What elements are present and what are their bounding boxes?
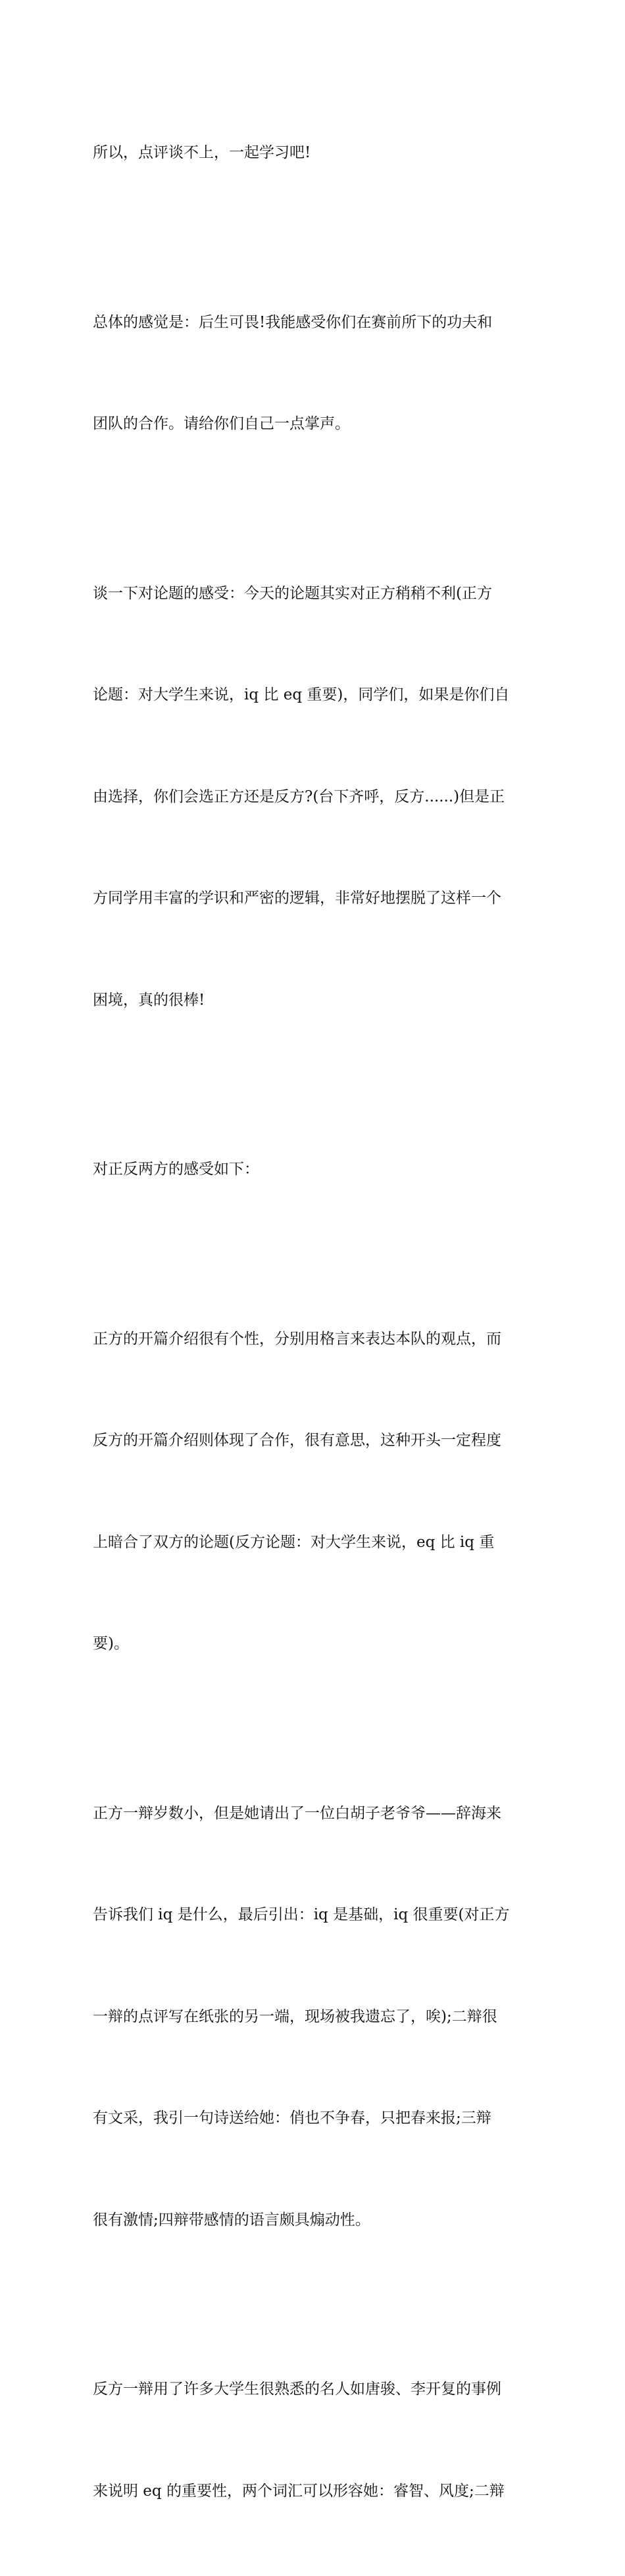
text-line: 告诉我们 iq 是什么，最后引出：iq 是基础，iq 很重要(对正方 <box>93 1906 510 1923</box>
text-line: 反方一辩用了许多大学生很熟悉的名人如唐骏、李开复的事例 <box>93 2381 501 2398</box>
paragraph <box>93 1729 535 2306</box>
text-line: 来说明 eq 的重要性，两个词汇可以形容她：睿智、风度;二辩 <box>93 2482 505 2500</box>
text-line: 方同学用丰富的学识和严密的逻辑，非常好地摆脱了这样一个 <box>93 890 501 907</box>
text-line: 团队的合作。请给你们自己一点掌声。 <box>93 415 350 432</box>
text-line: 所以，点评谈不上，一起学习吧! <box>93 144 311 161</box>
text-line: 很有激情;四辩带感情的语言颇具煽动性。 <box>93 2211 370 2229</box>
paragraph <box>93 68 535 238</box>
text-line: 困境，真的很棒! <box>93 991 205 1009</box>
paragraph <box>93 509 535 1086</box>
text-line: 上暗合了双方的论题(反方论题：对大学生来说，eq 比 iq 重 <box>93 1533 495 1551</box>
text-line: 正方一辩岁数小，但是她请出了一位白胡子老爷爷——辞海来 <box>93 1804 501 1822</box>
paragraph <box>93 1255 535 1729</box>
document-page <box>93 68 535 2576</box>
text-line: 由选择，你们会选正方还是反方?(台下齐呼，反方......)但是正 <box>93 788 505 805</box>
paragraph <box>93 1085 535 1255</box>
text-line: 对正反两方的感受如下： <box>93 1161 259 1178</box>
paragraph <box>93 238 535 509</box>
text-line: 要)。 <box>93 1635 129 1652</box>
text-line: 谈一下对论题的感受：今天的论题其实对正方稍稍不利(正方 <box>93 584 492 602</box>
paragraph <box>93 2305 535 2576</box>
text-line: 正方的开篇介绍很有个性，分别用格言来表达本队的观点，而 <box>93 1330 501 1348</box>
text-line: 总体的感觉是：后生可畏!我能感受你们在赛前所下的功夫和 <box>93 313 493 331</box>
text-line: 有文采，我引一句诗送给她：俏也不争春，只把春来报;三辩 <box>93 2109 491 2127</box>
text-line: 反方的开篇介绍则体现了合作，很有意思，这种开头一定程度 <box>93 1432 501 1449</box>
text-line: 一辩的点评写在纸张的另一端，现场被我遗忘了，唉);二辩很 <box>93 2008 497 2025</box>
text-line: 论题：对大学生来说，iq 比 eq 重要)，同学们，如果是你们自 <box>93 686 510 703</box>
